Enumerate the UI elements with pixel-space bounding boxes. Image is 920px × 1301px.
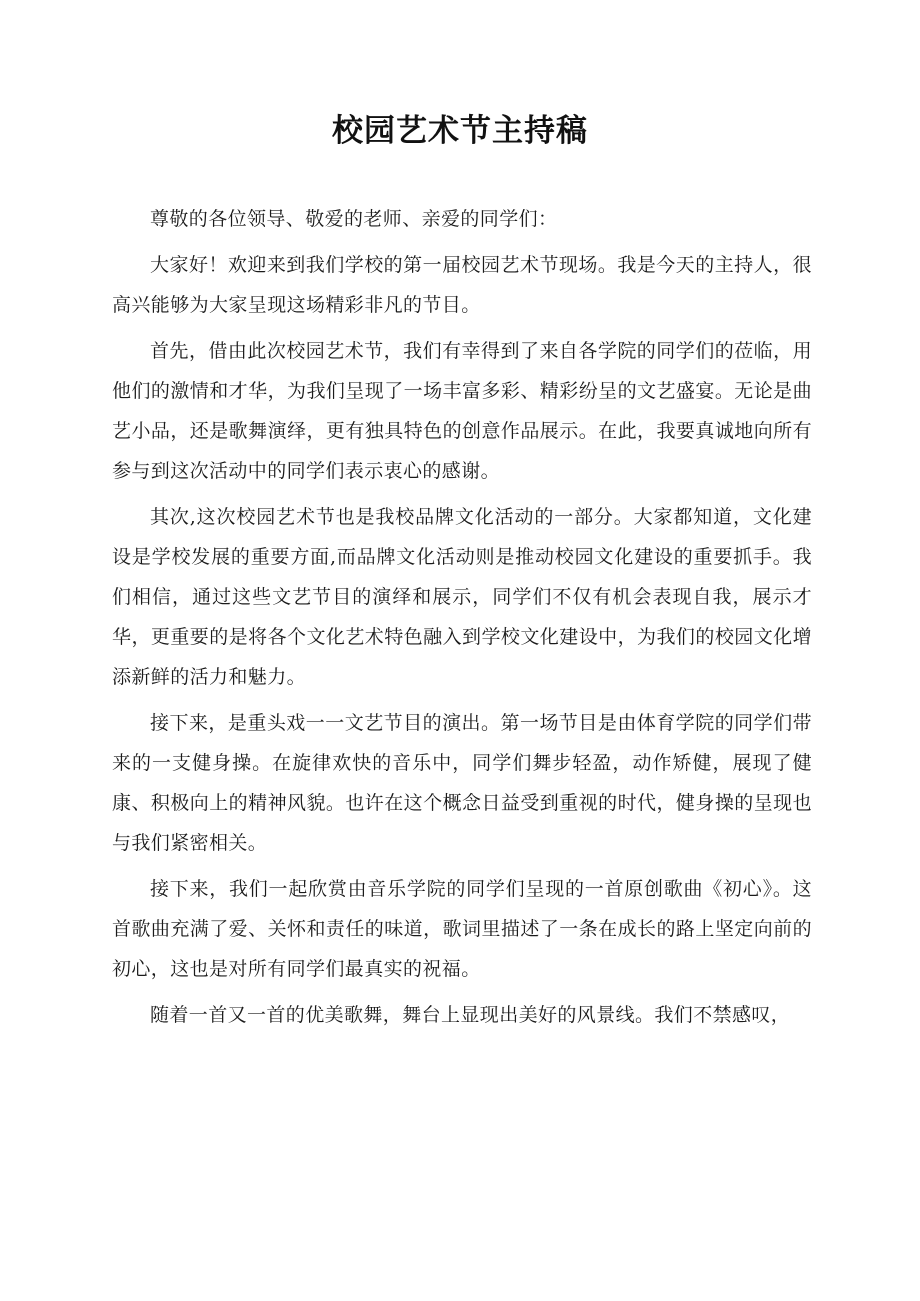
paragraph-greeting: 大家好！欢迎来到我们学校的第一届校园艺术节现场。我是今天的主持人，很高兴能够为大家呈现这场精彩非凡的节目。: [112, 254, 812, 316]
paragraph-first-performance: 接下来，是重头戏一一文艺节目的演出。第一场节目是由体育学院的同学们带来的一支健身操。在旋律欢快的音乐中，同学们舞步轻盈，动作矫健，展现了健康、积极向上的精神风貌。也许在这个概念日益受到重视的时代，健身操的呈现也与我们紧密相关。: [112, 712, 812, 854]
document-title: 校园艺术节主持稿: [332, 113, 588, 149]
paragraph-song-performance: 接下来，我们一起欣赏由音乐学院的同学们呈现的一首原创歌曲《初心》。这首歌曲充满了爱、关怀和责任的味道，歌词里描述了一条在成长的路上坚定向前的初心，这也是对所有同学们最真实的祝福。: [112, 878, 812, 980]
paragraph-second: 其次,这次校园艺术节也是我校品牌文化活动的一部分。大家都知道，文化建设是学校发展的重要方面,而品牌文化活动则是推动校园文化建设的重要抓手。我们相信，通过这些文艺节目的演绎和展示，同学们不仅有机会表现自我，展示才华，更重要的是将各个文化艺术特色融入到学校文化建设中，为我们的校园文化增添新鲜的活力和魅力。: [112, 506, 812, 688]
paragraph-first: 首先，借由此次校园艺术节，我们有幸得到了来自各学院的同学们的莅临，用他们的激情和才华，为我们呈现了一场丰富多彩、精彩纷呈的文艺盛宴。无论是曲艺小品，还是歌舞演绎，更有独具特色的创意作品展示。在此，我要真诚地向所有参与到这次活动中的同学们表示衷心的感谢。: [112, 340, 812, 482]
paragraph-continuation: 随着一首又一首的优美歌舞，舞台上显现出美好的风景线。我们不禁感叹，: [150, 1004, 791, 1026]
paragraph-salutation: 尊敬的各位领导、敬爱的老师、亲爱的同学们：: [150, 208, 558, 230]
document-body: [112, 199, 812, 1041]
